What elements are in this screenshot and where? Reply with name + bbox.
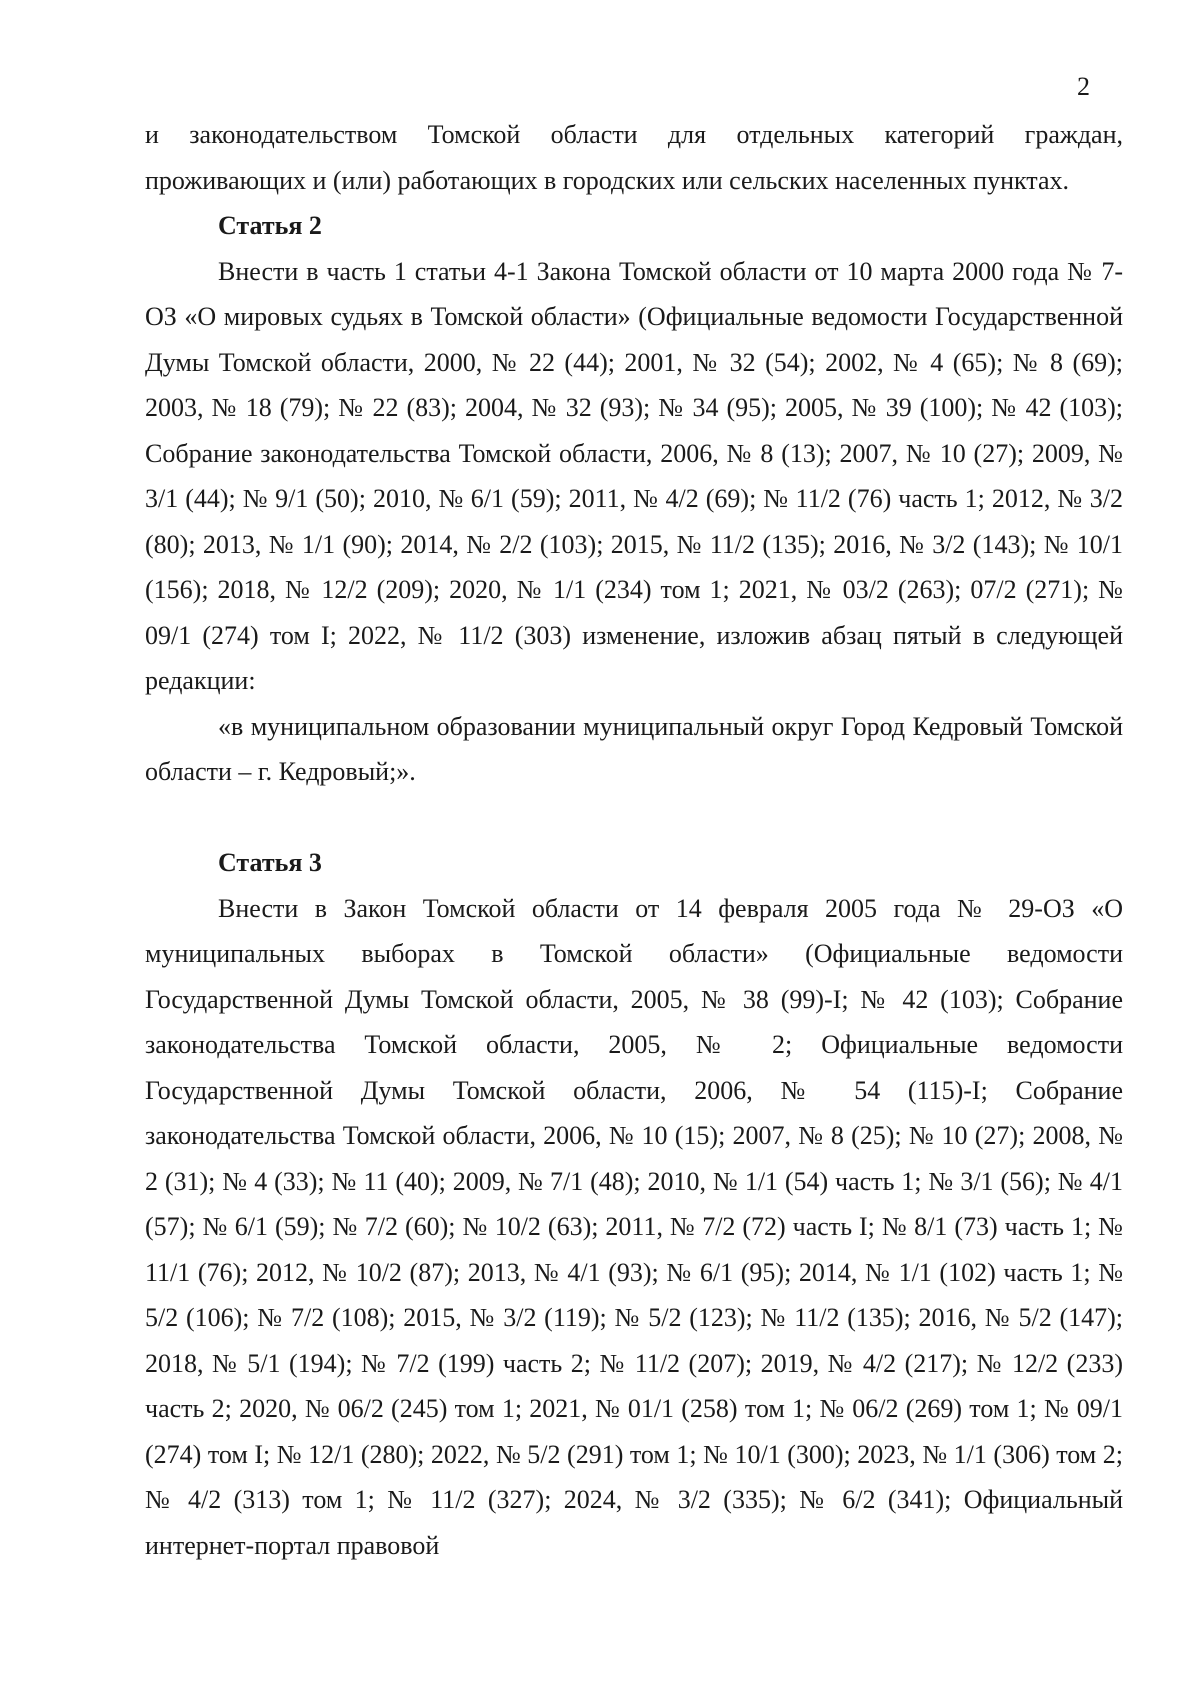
article-2-heading: Статья 2 xyxy=(218,211,322,240)
article-2 xyxy=(145,203,1123,795)
continuation-paragraph: и законодательством Томской области для отдельных категорий граждан, проживающих и (или) работающих в городских или сельских населенных пунктах. xyxy=(145,120,1123,195)
document-body xyxy=(145,112,1123,1568)
article-3 xyxy=(145,840,1123,1568)
article-3-paragraph: Внести в Закон Томской области от 14 февраля 2005 года № 29-ОЗ «О муниципальных выборах в Томской области» (Официальные ведомости Государственной Думы Томской области, 2005, № 38 (99)-I; № 42 (103); Собрание законодательства Томской области, 2005, № 2; Официальные ведомости Государственной Думы Томской области, 2006, № 54 (115)-I; Собрание законодательства Томской области, 2006, № 10 (15); 2007, № 8 (25); № 10 (27); 2008, № 2 (31); № 4 (33); № 11 (40); 2009, № 7/1 (48); 2010, № 1/1 (54) часть 1; № 3/1 (56); № 4/1 (57); № 6/1 (59); № 7/2 (60); № 10/2 (63); 2011, № 7/2 (72) часть I; № 8/1 (73) часть 1; № 11/1 (76); 2012, № 10/2 (87); 2013, № 4/1 (93); № 6/1 (95); 2014, № 1/1 (102) часть 1; № 5/2 (106); № 7/2 (108); 2015, № 3/2 (119); № 5/2 (123); № 11/2 (135); 2016, № 5/2 (147); 2018, № 5/1 (194); № 7/2 (199) часть 2; № 11/2 (207); 2019, № 4/2 (217); № 12/2 (233) часть 2; 2020, № 06/2 (245) том 1; 2021, № 01/1 (258) том 1; № 06/2 (269) том 1; № 09/1 (274) том I; № 12/1 (280); 2022, № 5/2 (291) том 1; № 10/1 (300); 2023, № 1/1 (306) том 2; № 4/2 (313) том 1; № 11/2 (327); 2024, № 3/2 (335); № 6/2 (341); Официальный интернет-портал правовой xyxy=(145,893,1123,1560)
section-spacer xyxy=(145,795,1123,841)
article-2-paragraph: Внести в часть 1 статьи 4-1 Закона Томской области от 10 марта 2000 года № 7-ОЗ «О мировых судьях в Томской области» (Официальные ведомости Государственной Думы Томской области, 2000, № 22 (44); 2001, № 32 (54); 2002, № 4 (65); № 8 (69); 2003, № 18 (79); № 22 (83); 2004, № 32 (93); № 34 (95); 2005, № 39 (100); № 42 (103); Собрание законодательства Томской области, 2006, № 8 (13); 2007, № 10 (27); 2009, № 3/1 (44); № 9/1 (50); 2010, № 6/1 (59); 2011, № 4/2 (69); № 11/2 (76) часть 1; 2012, № 3/2 (80); 2013, № 1/1 (90); 2014, № 2/2 (103); 2015, № 11/2 (135); 2016, № 3/2 (143); № 10/1 (156); 2018, № 12/2 (209); 2020, № 1/1 (234) том 1; 2021, № 03/2 (263); 07/2 (271); № 09/1 (274) том I; 2022, № 11/2 (303) изменение, изложив абзац пятый в следующей редакции: xyxy=(145,256,1123,695)
article-2-quote: «в муниципальном образовании муниципальный округ Город Кедровый Томской области – г. Кедровый;». xyxy=(145,711,1123,786)
article-3-heading: Статья 3 xyxy=(218,848,322,877)
page-number: 2 xyxy=(1077,72,1090,101)
